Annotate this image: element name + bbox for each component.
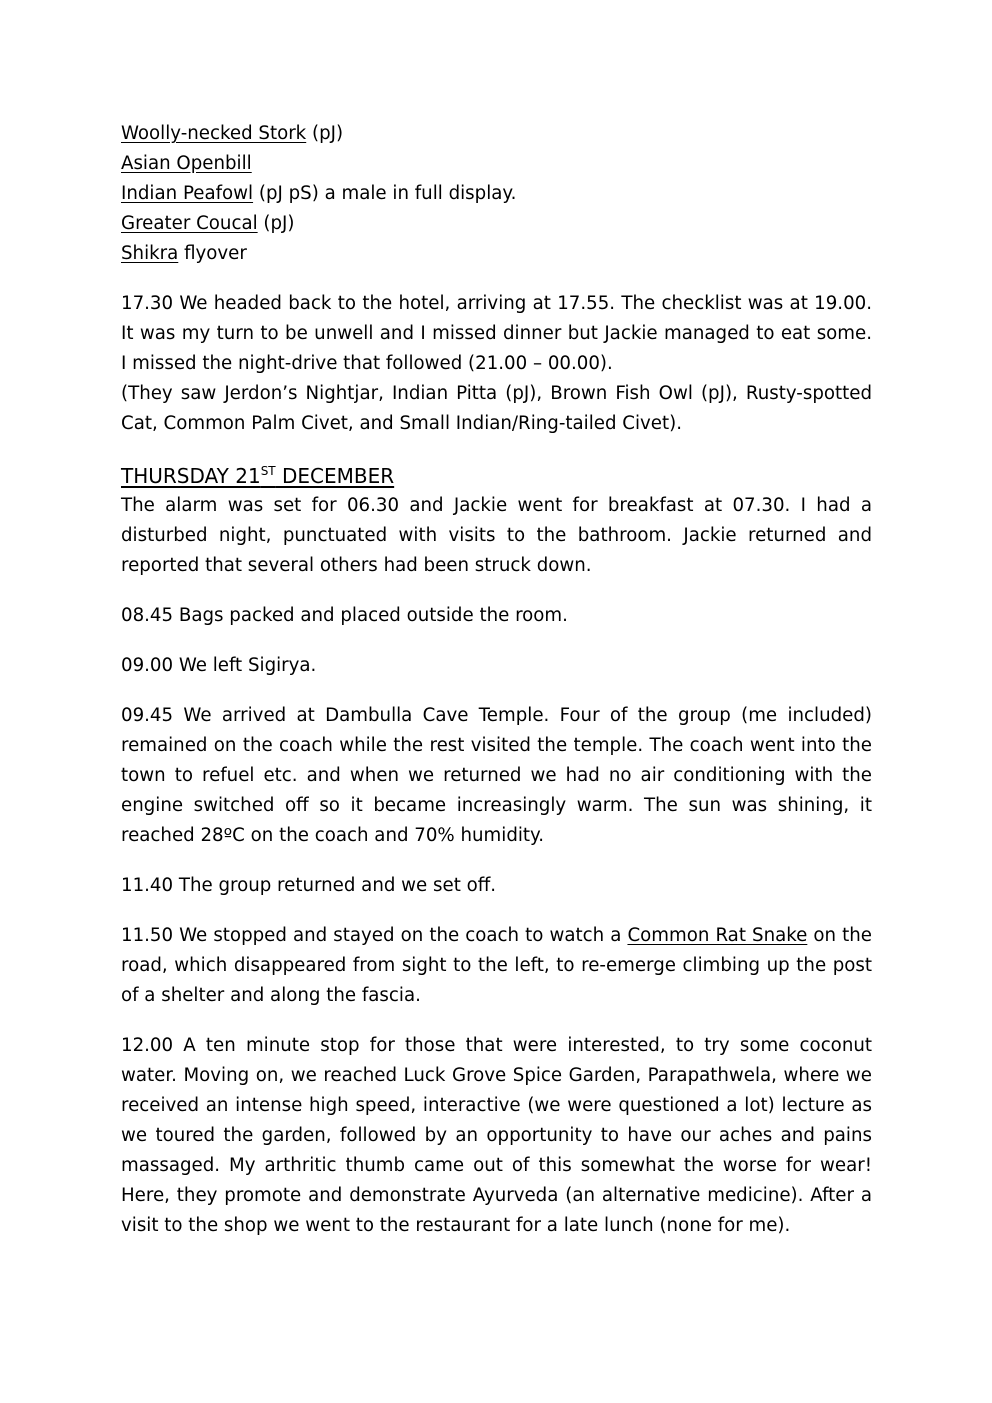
list-item bbox=[121, 149, 872, 179]
heading-day: THURSDAY 21 bbox=[121, 464, 261, 488]
list-item bbox=[121, 119, 872, 149]
species-name: Common Rat Snake bbox=[627, 925, 808, 946]
species-note: (pJ) bbox=[257, 213, 295, 234]
species-name: Indian Peafowl bbox=[121, 183, 254, 204]
day-heading bbox=[121, 461, 872, 491]
paragraph-evening: 17.30 We headed back to the hotel, arriving at 17.55. The checklist was at 19.00. It was my turn to be unwell and I missed dinner but Jackie managed to eat some. I missed the night-drive that followed (21.00 – 00.00). bbox=[121, 293, 872, 374]
snake-text-before: 11.50 We stopped and stayed on the coach to watch a bbox=[121, 925, 628, 946]
paragraph-spice-garden: 12.00 A ten minute stop for those that were interested, to try some coconut water. Moving on, we reached Luck Grove Spice Garden, Parapathwela, where we received an intense high speed, interactive (we were questioned a lot) lecture as we toured the garden, followed by an opportunity to have our aches and pains massaged. My arthritic thumb came out of this somewhat the worse for wear! Here, they promote and demonstrate Ayurveda (an alternative medicine). After a visit to the shop we went to the restaurant for a late lunch (none for me). bbox=[121, 1035, 872, 1236]
species-note: (pJ pS) a male in full display. bbox=[253, 183, 517, 204]
list-item bbox=[121, 179, 872, 209]
species-name: Asian Openbill bbox=[121, 153, 252, 174]
species-name: Shikra bbox=[121, 243, 179, 264]
heading-suffix: ST bbox=[260, 464, 276, 478]
paragraph-night-drive: (They saw Jerdon’s Nightjar, Indian Pitta (pJ), Brown Fish Owl (pJ), Rusty-spotted Cat, Common Palm Civet, and Small Indian/Ring-tailed Civet). bbox=[121, 383, 872, 434]
species-note: flyover bbox=[178, 243, 247, 264]
paragraph-snake bbox=[121, 921, 872, 1011]
list-item bbox=[121, 239, 872, 269]
snake-text-after: on the road, which disappeared from sight to the left, to re-emerge climbing up the post of a shelter and along the fascia. bbox=[121, 925, 872, 1006]
species-list bbox=[121, 119, 872, 269]
heading-month: DECEMBER bbox=[275, 464, 395, 488]
species-note: (pJ) bbox=[306, 123, 344, 144]
paragraph-left: 09.00 We left Sigirya. bbox=[121, 655, 317, 676]
list-item bbox=[121, 209, 872, 239]
document-page bbox=[121, 119, 872, 1241]
species-name: Greater Coucal bbox=[121, 213, 258, 234]
paragraph-bags: 08.45 Bags packed and placed outside the room. bbox=[121, 605, 568, 626]
paragraph-morning: The alarm was set for 06.30 and Jackie went for breakfast at 07.30. I had a disturbed night, punctuated with visits to the bathroom. Jackie returned and reported that several others had been struck down. bbox=[121, 495, 872, 576]
species-name: Woolly-necked Stork bbox=[121, 123, 307, 144]
paragraph-temple: 09.45 We arrived at Dambulla Cave Temple. Four of the group (me included) remained on the coach while the rest visited the temple. The coach went into the town to refuel etc. and when we returned we had no air conditioning with the engine switched off so it became increasingly warm. The sun was shining, it reached 28ºC on the coach and 70% humidity. bbox=[121, 705, 872, 846]
paragraph-return: 11.40 The group returned and we set off. bbox=[121, 875, 497, 896]
